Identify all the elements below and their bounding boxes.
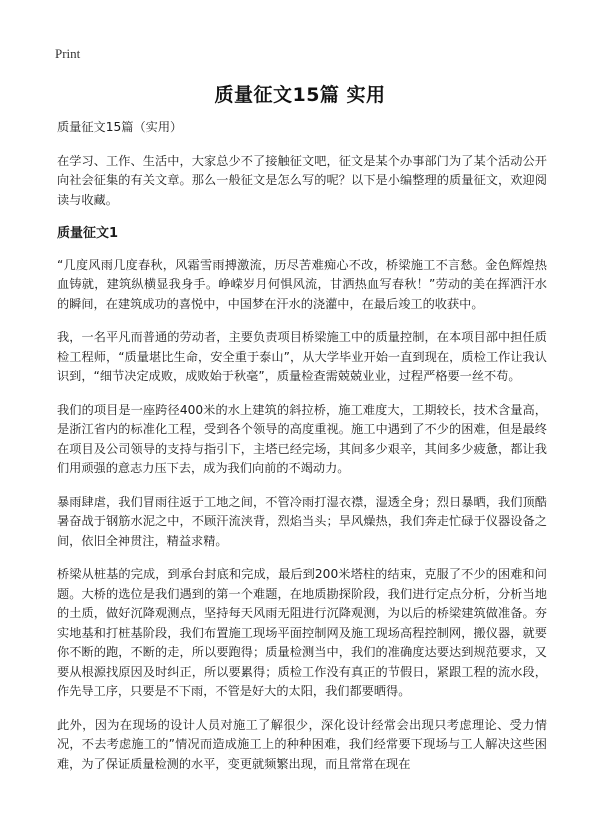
document-subtitle: 质量征文15篇（实用） xyxy=(57,120,183,134)
document-body xyxy=(57,118,547,788)
print-label: Print xyxy=(55,46,81,61)
body-paragraph: 暴雨肆虐，我们冒雨往返于工地之间，不管冷雨打湿衣襟，湿透全身；烈日暴晒，我们顶酷暑奋战于钢筋水泥之中，不顾汗流浃背，烈焰当头；旱风燥热，我们奔走忙碌于仪器设备之间，依旧全神贯注，精益求精。 xyxy=(57,494,547,548)
body-paragraph: “几度风雨几度春秋，风霜雪雨搏激流，历尽苦难痴心不改，桥梁施工不言愁。金色辉煌热血铸就，建筑纵横显我身手。峥嵘岁月何惧风流，甘洒热血写春秋！”劳动的美在挥洒汗水的瞬间，在建筑成功的喜悦中，中国梦在汗水的浇灌中，在最后竣工的收获中。 xyxy=(57,257,547,311)
section-heading: 质量征文1 xyxy=(57,226,119,241)
body-paragraph: 我们的项目是一座跨径400米的水上建筑的斜拉桥，施工难度大，工期较长，技术含量高，是浙江省内的标准化工程，受到各个领导的高度重视。施工中遇到了不少的困难，但是最终在项目及公司领导的支持与指引下，主塔已经完场，其间多少艰辛，其间多少疲惫，都让我们用顽强的意志力压下去，成为我们向前的不竭动力。 xyxy=(57,402,547,475)
document-title: 质量征文15篇 实用 xyxy=(214,84,386,106)
body-paragraph: 我，一名平凡而普通的劳动者，主要负责项目桥梁施工中的质量控制，在本项目部中担任质检工程师，“质量堪比生命，安全重于泰山”，从大学毕业开始一直到现在，质检工作让我认识到，“细节决定成败，成败始于秋毫”，质量检查需兢兢业业，过程严格要一丝不苟。 xyxy=(57,330,547,383)
body-paragraph: 桥梁从桩基的完成，到承台封底和完成，最后到200米塔柱的结束，克服了不少的困难和问题。大桥的选位是我们遇到的第一个难题，在地质勘探阶段，我们进行定点分析，分析当地的土质，做好沉降观测点，坚持每天风雨无阻进行沉降观测，为以后的桥梁建筑做准备。夯实地基和打桩基阶段，我们布置施工现场平面控制网及施工现场高程控制网，搬仪器，就要你不断的跑，不断的走，所以要跑得；质量检测当中，我们的准确度达要达到规范要求，又要从根源找原因及时纠正，所以要累得；质检工作没有真正的节假日，紧跟工程的流水段，作先导工序，只要是不下雨，不管是好大的太阳，我们都要晒得。 xyxy=(57,567,547,698)
body-paragraph: 此外，因为在现场的设计人员对施工了解很少，深化设计经常会出现只考虑理论、受力情况，不去考虑施工的”情况而造成施工上的种种困难，我们经常要下现场与工人解决这些困难，为了保证质量检测的水平，变更就频繁出现，而且常常在现在 xyxy=(57,717,547,771)
intro-paragraph: 在学习、工作、生活中，大家总少不了接触征文吧，征文是某个办事部门为了某个活动公开向社会征集的有关文章。那么一般征文是怎么写的呢？以下是小编整理的质量征文，欢迎阅读与收藏。 xyxy=(57,153,547,207)
